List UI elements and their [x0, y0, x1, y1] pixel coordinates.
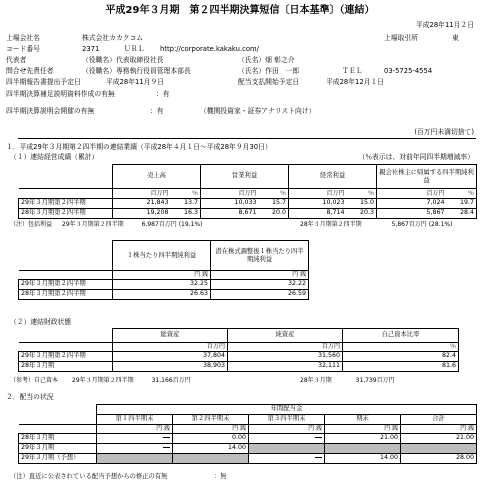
- unit-cell: 円 銭: [249, 425, 325, 434]
- diluted-eps-value: 32.22: [211, 280, 309, 290]
- unit-cell: 百万円: [201, 189, 259, 199]
- dividend-q2: [173, 454, 249, 464]
- header-eps: １株当たり四半期純利益: [113, 241, 211, 271]
- unit-cell: 百万円: [113, 343, 228, 352]
- unit-cell: 円 銭: [401, 425, 477, 434]
- row-label: 28年３月期: [19, 434, 97, 444]
- document-title: 平成29年３月期 第２四半期決算短信〔日本基準〕（連結）: [105, 5, 375, 16]
- unit-cell: ％: [347, 189, 377, 199]
- ordinary-profit-value: 8,714: [289, 209, 347, 219]
- table-row: [19, 444, 477, 454]
- unit-cell: ％: [259, 189, 289, 199]
- unit-cell: ％: [171, 189, 201, 199]
- section-divider: [18, 138, 476, 139]
- briefing-note: （機関投資家・証券アナリスト向け）: [200, 107, 316, 115]
- eps-value: 26.63: [113, 290, 211, 300]
- sales-value: 21,843: [113, 199, 171, 209]
- representative-label: 代表者: [6, 56, 27, 64]
- company-label: 上場会社名: [6, 34, 40, 42]
- table-row: [19, 434, 477, 444]
- exchange-label: 上場取引所: [384, 34, 418, 42]
- equity-ratio-value: 81.6: [343, 362, 459, 372]
- header-equity-ratio: 自己資本比率: [343, 329, 459, 343]
- report-date-value: 平成28年11月９日: [106, 78, 165, 86]
- row-label: 28年３月期: [19, 362, 113, 372]
- header-total: 合計: [401, 415, 477, 425]
- header-total-assets: 総資産: [113, 329, 228, 343]
- table-row: [19, 280, 309, 290]
- row-label: 28年３月期第２四半期: [19, 209, 113, 219]
- eps-table: [18, 240, 309, 300]
- equity-note-current: 29年３月期第２四半期 31,166百万円: [72, 377, 191, 384]
- supplementary-label: 四半期決算補足説明資料作成の有無: [6, 90, 115, 98]
- row-label: 29年３月期: [19, 444, 97, 454]
- diluted-eps-value: 26.59: [211, 290, 309, 300]
- operating-profit-percent: 20.0: [259, 209, 289, 219]
- dividend-date-label: 配当支払開始予定日: [238, 78, 300, 86]
- header-net-income: 親会社株主に帰属する四半期純利益: [377, 165, 477, 189]
- unit-cell: 円 銭: [97, 425, 173, 434]
- supplementary-value: ：有: [156, 90, 170, 98]
- dividend-q3: [249, 444, 325, 454]
- row-label: 29年３月期第２四半期: [19, 199, 113, 209]
- section1-subtitle-financial: （２）連結財政状態: [10, 318, 72, 326]
- comprehensive-income-note-current: 29年３月期第２四半期 6,987百万円 (19.1%): [62, 221, 203, 228]
- net-income-percent: 19.7: [447, 199, 477, 209]
- table-row: [19, 290, 309, 300]
- table-row: [19, 209, 477, 219]
- equity-note-prior: 28年３月期 31,739百万円: [300, 377, 395, 384]
- header-annual-dividend: 年間配当金: [97, 405, 477, 415]
- row-label: 29年３月期第２四半期: [19, 280, 113, 290]
- dividend-q1: [97, 454, 173, 464]
- dividend-table: [18, 404, 477, 464]
- dividend-q3: [249, 434, 325, 444]
- total-assets-value: 38,903: [113, 362, 228, 372]
- unit-cell: ％: [343, 343, 459, 352]
- net-income-value: 7,024: [377, 199, 447, 209]
- report-date-label: 四半期報告書提出予定日: [6, 78, 81, 86]
- net-income-percent: 28.4: [447, 209, 477, 219]
- dash-mark: [315, 437, 322, 438]
- dividend-q2: 0.00: [173, 434, 249, 444]
- dash-mark: [163, 447, 170, 448]
- unit-cell: 百万円: [377, 189, 447, 199]
- rounding-note: (百万円未満切捨て): [414, 128, 474, 136]
- dividend-q2: 14.00: [173, 444, 249, 454]
- representative-title: （役職名）代表取締役社長: [82, 56, 164, 64]
- comprehensive-income-note-prior: 28年３月期第２四半期 5,867百万円 (28.1%): [300, 221, 453, 228]
- header-net-assets: 純資産: [228, 329, 343, 343]
- operating-profit-value: 8,671: [201, 209, 259, 219]
- dividend-q3: [249, 454, 325, 464]
- document-date: 平成28年11月２日: [415, 21, 474, 29]
- row-label: 28年３月期第２四半期: [19, 290, 113, 300]
- contact-label: 問合せ先責任者: [6, 67, 54, 75]
- unit-cell: 百万円: [113, 189, 171, 199]
- operating-profit-percent: 15.7: [259, 199, 289, 209]
- dividend-footnote: （注）直近に公表されている配当予想からの修正の有無: [10, 473, 168, 480]
- header-q2-end: 第２四半期末: [173, 415, 249, 425]
- row-label: 29年３月期（予想）: [19, 454, 97, 464]
- financial-position-table: [18, 328, 459, 372]
- header-sales: 売上高: [113, 165, 201, 189]
- unit-cell: 円 銭: [211, 271, 309, 280]
- eps-value: 32.25: [113, 280, 211, 290]
- unit-cell: ％: [447, 189, 477, 199]
- url-link[interactable]: http://corporate.kakaku.com/: [160, 45, 259, 53]
- contact-name: （氏名）作田 一郎: [238, 67, 300, 75]
- header-q1-end: 第１四半期末: [97, 415, 173, 425]
- header-operating-profit: 営業利益: [201, 165, 289, 189]
- unit-cell: 百万円: [228, 343, 343, 352]
- ordinary-profit-value: 10,023: [289, 199, 347, 209]
- dividend-q1: [97, 434, 173, 444]
- dividend-total: 28.00: [401, 454, 477, 464]
- total-assets-value: 37,804: [113, 352, 228, 362]
- dash-mark: [315, 457, 322, 458]
- dividend-total: 21.00: [401, 434, 477, 444]
- unit-cell: 円 銭: [113, 271, 211, 280]
- percent-change-note: （％表示は、対前年同四半期増減率）: [358, 153, 474, 161]
- net-assets-value: 32,111: [228, 362, 343, 372]
- briefing-value: ：有: [150, 107, 164, 115]
- header-q3-end: 第３四半期末: [249, 415, 325, 425]
- equity-note-label: （参考）自己資本: [10, 377, 59, 384]
- unit-cell: 円 銭: [173, 425, 249, 434]
- code-value: 2371: [82, 45, 100, 53]
- unit-cell: 円 銭: [325, 425, 401, 434]
- table-row: [19, 362, 459, 372]
- section1-title: １．平成29年３月期第２四半期の連結業績（平成28年４月１日～平成28年９月30日）: [6, 143, 272, 151]
- contact-title: （役職名）専務執行役員管理本部長: [82, 67, 191, 75]
- header-year-end: 期末: [325, 415, 401, 425]
- section2-title: ２．配当の状況: [6, 393, 54, 401]
- sales-percent: 13.7: [171, 199, 201, 209]
- tel-label: ＴＥＬ: [342, 67, 363, 75]
- dash-mark: [163, 437, 170, 438]
- operating-profit-value: 10,033: [201, 199, 259, 209]
- operating-results-table: [18, 164, 477, 219]
- dividend-date-value: 平成28年12月１日: [326, 78, 385, 86]
- table-row: [19, 199, 477, 209]
- briefing-label: 四半期決算説明会開催の有無: [6, 107, 95, 115]
- dividend-year-end: [325, 444, 401, 454]
- net-income-value: 5,867: [377, 209, 447, 219]
- code-label: コード番号: [6, 45, 40, 53]
- tel-value: 03-5725-4554: [384, 67, 433, 75]
- table-row: [19, 454, 477, 464]
- header-diluted-eps: 潜在株式調整後１株当たり四半期純利益: [211, 241, 309, 271]
- table-row: [19, 352, 459, 362]
- sales-value: 19,208: [113, 209, 171, 219]
- ordinary-profit-percent: 15.0: [347, 199, 377, 209]
- dividend-q1: [97, 444, 173, 454]
- unit-cell: 百万円: [289, 189, 347, 199]
- net-assets-value: 31,560: [228, 352, 343, 362]
- header-ordinary-profit: 経常利益: [289, 165, 377, 189]
- sales-percent: 16.3: [171, 209, 201, 219]
- equity-ratio-value: 82.4: [343, 352, 459, 362]
- comprehensive-income-note-label: （注）包括利益: [10, 221, 53, 228]
- representative-name: （氏名）畑 彰之介: [238, 56, 295, 64]
- dividend-total: [401, 444, 477, 454]
- dividend-footnote-value: ：無: [214, 473, 227, 480]
- exchange-value: 東: [452, 34, 459, 42]
- company-name: 株式会社カカクコム: [82, 34, 144, 42]
- row-label: 29年３月期第２四半期: [19, 352, 113, 362]
- section1-subtitle-operating: （１）連結経営成績（累計）: [10, 153, 99, 161]
- dividend-year-end: 21.00: [325, 434, 401, 444]
- ordinary-profit-percent: 20.3: [347, 209, 377, 219]
- url-label: ＵＲＬ: [124, 45, 145, 53]
- dividend-year-end: 14.00: [325, 454, 401, 464]
